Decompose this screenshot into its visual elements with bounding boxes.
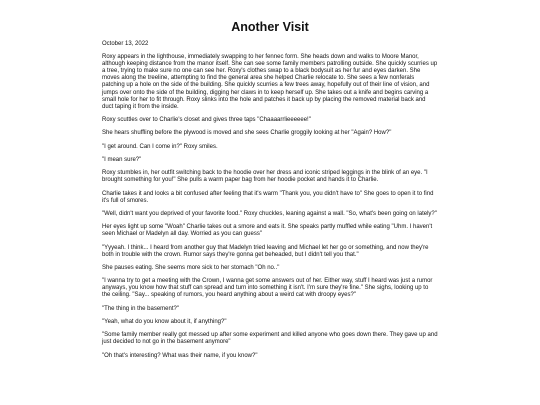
paragraph: Roxy stumbles in, her outfit switching back to the hoodie over her dress and iconic striped leggings in the blink of an eye. "I brought something for you!" She pulls a warm paper bag from her hoodie pocket and hands it to Charlie. xyxy=(102,170,428,184)
paragraph: Charlie takes it and looks a bit confused after feeling that it's warm "Thank you, you didn't have to" She goes to open it to find it's full of smores. xyxy=(102,190,434,204)
paragraph: "The thing in the basement?" xyxy=(102,305,179,312)
paragraph: "Yeah, what do you know about it, if anything?" xyxy=(102,318,227,325)
document-title: Another Visit xyxy=(231,20,309,34)
paragraph: She pauses eating. She seems more sick to her stomach "Oh no.." xyxy=(102,264,280,271)
paragraph: "Yyyeah. I think... I heard from another guy that Madelyn tried leaving and Michael let her go or something, and now they're both in trouble with the crown. Rumor says they're gonna get beheaded, but I didn't tell you that." xyxy=(102,244,429,258)
paragraph: "I get around. Can I come in?" Roxy smiles. xyxy=(102,143,218,150)
document-date: October 13, 2022 xyxy=(102,41,149,47)
document-body xyxy=(102,41,438,366)
paragraph: Roxy appears in the lighthouse, immediately swapping to her fennec form. She heads down and walks to Moore Manor, although keeping distance from the manor itself. She can see some family members patrolling outside. She quickly scurries up a tree, trying to make sure no one can see her. Roxy's clothes swap to a black bodysuit as her fur and eyes darken. She moves along the treeline, attempting to find the general area she helped Charlie relocate to. She sees a few nonferals patching up a hole on the side of the building. She quickly scurries a few trees away, hopefully out of their line of vision, and jumps over onto the side of the building, digging her claws in to keep herself up. She takes out a knife and begins carving a small hole for her to fit through. Roxy slinks into the hole and patches it back up by placing the removed material back and duct taping it from the inside. xyxy=(102,54,438,110)
paragraph: She hears shuffling before the plywood is moved and she sees Charlie groggily looking at her "Again? How?" xyxy=(102,130,392,137)
paragraph: Her eyes light up some "Woah" Charlie takes out a smore and eats it. She speaks partly muffled while eating "Uhm. I haven't seen Michael or Madelyn all day. Worried as you can guess" xyxy=(102,224,433,238)
paragraph: "I wanna try to get a meeting with the Crown, I wanna get some answers out of her. Either way, stuff I heard was just a rumor anyways, you know how that stuff can spread and turn into something it isn't. I'm sure they're fine." She sighs, looking up to the ceiling. "Say... speaking of rumors, you heard anything about a weird cat with droopy eyes?" xyxy=(102,278,433,299)
paragraph: "Well, didn't want you deprived of your favorite food." Roxy chuckles, leaning against a wall. "So, what's been going on lately?" xyxy=(102,210,437,217)
paragraph: "I mean sure?" xyxy=(102,156,142,163)
paragraph: Roxy scuttles over to Charlie's closet and gives three taps "Chaaaarrlieeeeee!" xyxy=(102,117,311,124)
paragraph: "Some family member really got messed up after some experiment and killed anyone who goes down there. They gave up and just decided to not go in the basement anymore" xyxy=(102,332,438,346)
paragraph: "Oh that's interesting? What was their name, if you know?" xyxy=(102,352,258,359)
